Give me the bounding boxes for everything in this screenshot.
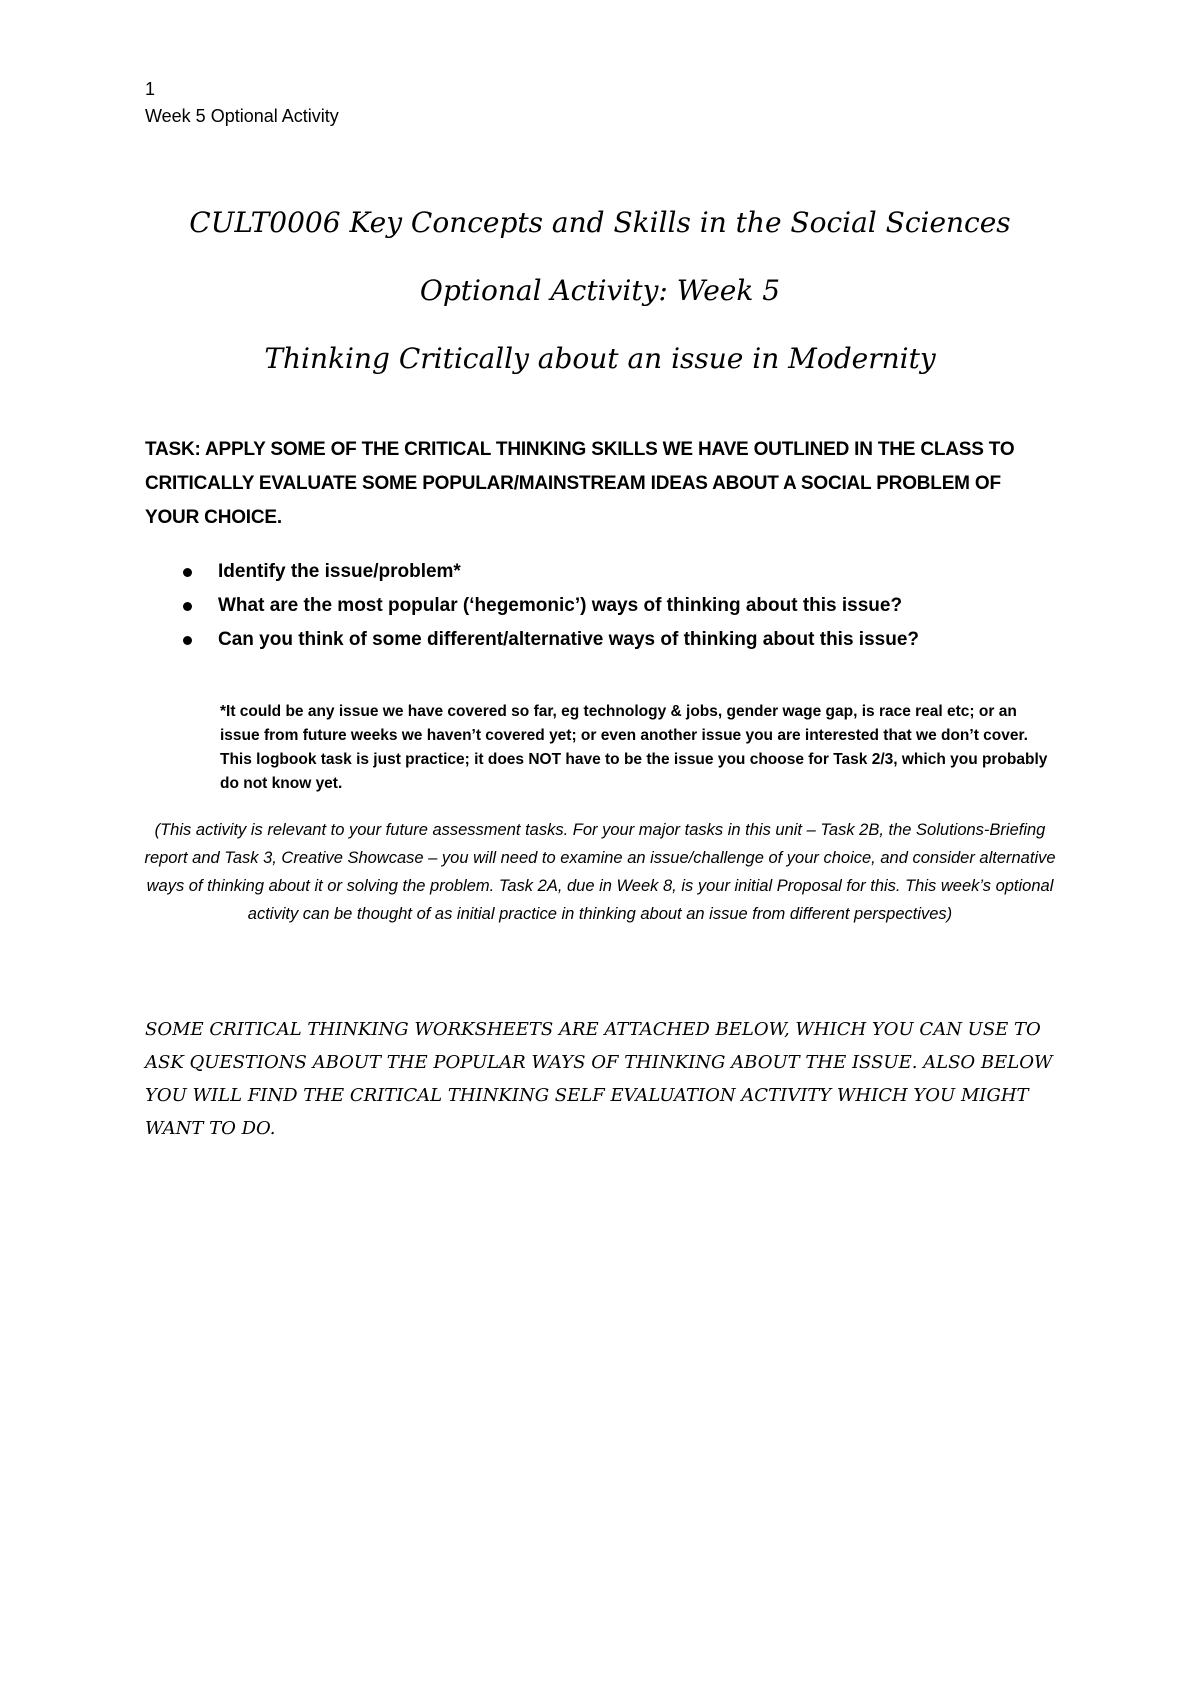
worksheets-note: SOME CRITICAL THINKING WORKSHEETS ARE ATTACHED BELOW, WHICH YOU CAN USE TO ASK QUESTIONS ABOUT THE POPULAR WAYS OF THINKING ABOUT THE ISSUE. ALSO BELOW YOU WILL FIND THE CRITICAL THINKING SELF EVALUATION ACTIVITY WHICH YOU MIGHT WANT TO DO.	[145, 1019, 1053, 1139]
page-header	[145, 76, 339, 130]
task-statement: TASK: APPLY SOME OF THE CRITICAL THINKING SKILLS WE HAVE OUTLINED IN THE CLASS TO CRITICALLY EVALUATE SOME POPULAR/MAINSTREAM IDEAS ABOUT A SOCIAL PROBLEM OF YOUR CHOICE.	[145, 439, 1015, 528]
bullet-dot-icon	[183, 602, 192, 611]
bullet-dot-icon	[183, 568, 192, 577]
activity-title: Optional Activity: Week 5	[419, 274, 781, 307]
bullet-text: What are the most popular (‘hegemonic’) ways of thinking about this issue?	[218, 595, 903, 616]
bullet-text: Identify the issue/problem*	[218, 561, 461, 582]
bullet-dot-icon	[183, 636, 192, 645]
page-number: 1	[145, 79, 156, 99]
bullet-text: Can you think of some different/alternative ways of thinking about this issue?	[218, 629, 919, 650]
course-title: CULT0006 Key Concepts and Skills in the Social Sciences	[189, 206, 1011, 239]
running-title: Week 5 Optional Activity	[145, 106, 339, 126]
relevance-note: (This activity is relevant to your future assessment tasks. For your major tasks in this unit – Task 2B, the Solutions-Briefing report and Task 3, Creative Showcase – you will need to examine an issue/challenge of your choice, and consider alternative ways of thinking about it or solving the problem. Task 2A, due in Week 8, is your initial Proposal for this. This week’s optional activity can be thought of as initial practice in thinking about an issue from different perspectives)	[144, 821, 1056, 923]
bullet-item	[145, 555, 1045, 589]
bullet-item	[145, 623, 1045, 657]
topic-title: Thinking Critically about an issue in Modernity	[264, 342, 936, 375]
bullet-item	[145, 589, 1045, 623]
task-bullet-list	[145, 555, 1045, 657]
issue-footnote: *It could be any issue we have covered so far, eg technology & jobs, gender wage gap, is race real etc; or an issue from future weeks we haven’t covered yet; or even another issue you are interested that we don’t cover. This logbook task is just practice; it does NOT have to be the issue you choose for Task 2/3, which you probably do not know yet.	[220, 703, 1048, 792]
